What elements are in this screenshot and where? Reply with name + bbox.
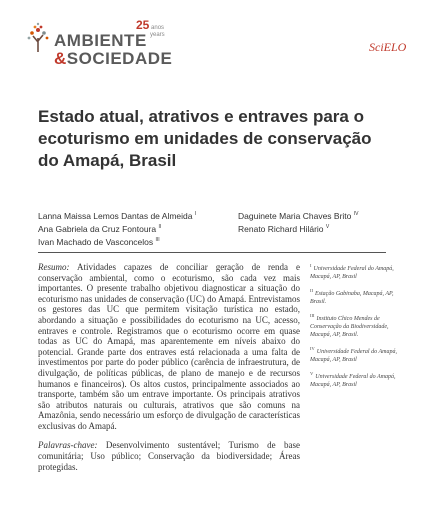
section-divider (38, 252, 386, 253)
scielo-logo[interactable] (369, 40, 406, 55)
keywords-label: Palavras-chave: (38, 440, 98, 450)
affiliation-item: $^{III}$Instituto Chico Mendes de Conservação da Biodiversidade, Macapá, AP, Brasil. (310, 313, 389, 338)
affiliation-item: $^V$Universidade Federal do Amapá, Macapá, AP, Brasil (310, 371, 396, 388)
author-name: Renato Richard Hilário $^V$ (238, 223, 330, 234)
abstract-text: Atividades capazes de conciliar geração de renda e conservação ambiental, como o ecoturismo, são cada vez mais importantes. O presente trabalho objetivou diagnosticar a situação do ecoturismo nas unidades de conservação (UC) do Amapá. Entrevistamos os gestores das UC que permitem visitação turística no estado, abordando a situação e possibilidades do ecoturismo na UC, acesso, entraves e controle. Registramos que o ecoturismo ocorre em quase todas as UC do Amapá, mas aparentemente em níveis abaixo do potencial. Grande parte dos entraves está relacionada a uma falta de investimentos por parte do poder público (carência de infraestrutura, de divulgação, de políticas públicas, de plano de manejo e de recursos humanos e financeiros). Os altos custos, principalmente associados ao transporte, também são um entrave importante. Os principais atrativos são atributos naturais ou culturais, atrativos que são comuns na Amazônia, sendo necessário um esforço de divulgação de características exclusivas do Amapá. (38, 262, 300, 431)
author-name: Daguinete Maria Chaves Brito $^{IV}$ (238, 210, 359, 221)
author-name: Ana Gabriela da Cruz Fontoura $^{II}$ (38, 223, 162, 234)
abstract-label: Resumo: (38, 262, 70, 272)
authors-left-column (38, 209, 196, 247)
article-title: Estado atual, atrativos e entraves para o ecoturismo em unidades de conservação do Amapá, Brasil (38, 107, 372, 170)
scielo-label: SciELO (369, 40, 407, 54)
affiliation-item: $^{IV}$Universidade Federal do Amapá, Macapá, AP, Brasil (310, 346, 397, 363)
affiliations (310, 262, 402, 396)
brand-line1: AMBIENTE (54, 31, 147, 50)
anniversary-number: 25 (136, 18, 150, 32)
author-name: Lanna Maissa Lemos Dantas de Almeida $^I$ (38, 210, 197, 221)
anniversary-anos: anos (151, 25, 165, 31)
brand-line2: SOCIEDADE (66, 49, 173, 68)
keywords (38, 440, 300, 473)
affiliation-item: $^I$Universidade Federal do Amapá, Macapá, AP, Brasil (310, 263, 394, 280)
author-name: Ivan Machado de Vasconcelos $^{III}$ (38, 236, 160, 247)
journal-header (24, 18, 407, 82)
tree-logo-icon (24, 22, 52, 54)
brand-ampersand: & (54, 49, 67, 68)
keywords-text: Desenvolvimento sustentável; Turismo de base comunitária; Uso público; Conservação da biodiversidade; Áreas protegidas. (38, 440, 300, 472)
anniversary-years: years (150, 32, 165, 38)
affiliation-item: $^{II}$Estação Gabinaba, Macapá, AP, Brasil. (310, 288, 394, 305)
abstract (38, 262, 300, 432)
authors-right-column (238, 209, 359, 235)
anniversary-badge (136, 18, 165, 39)
